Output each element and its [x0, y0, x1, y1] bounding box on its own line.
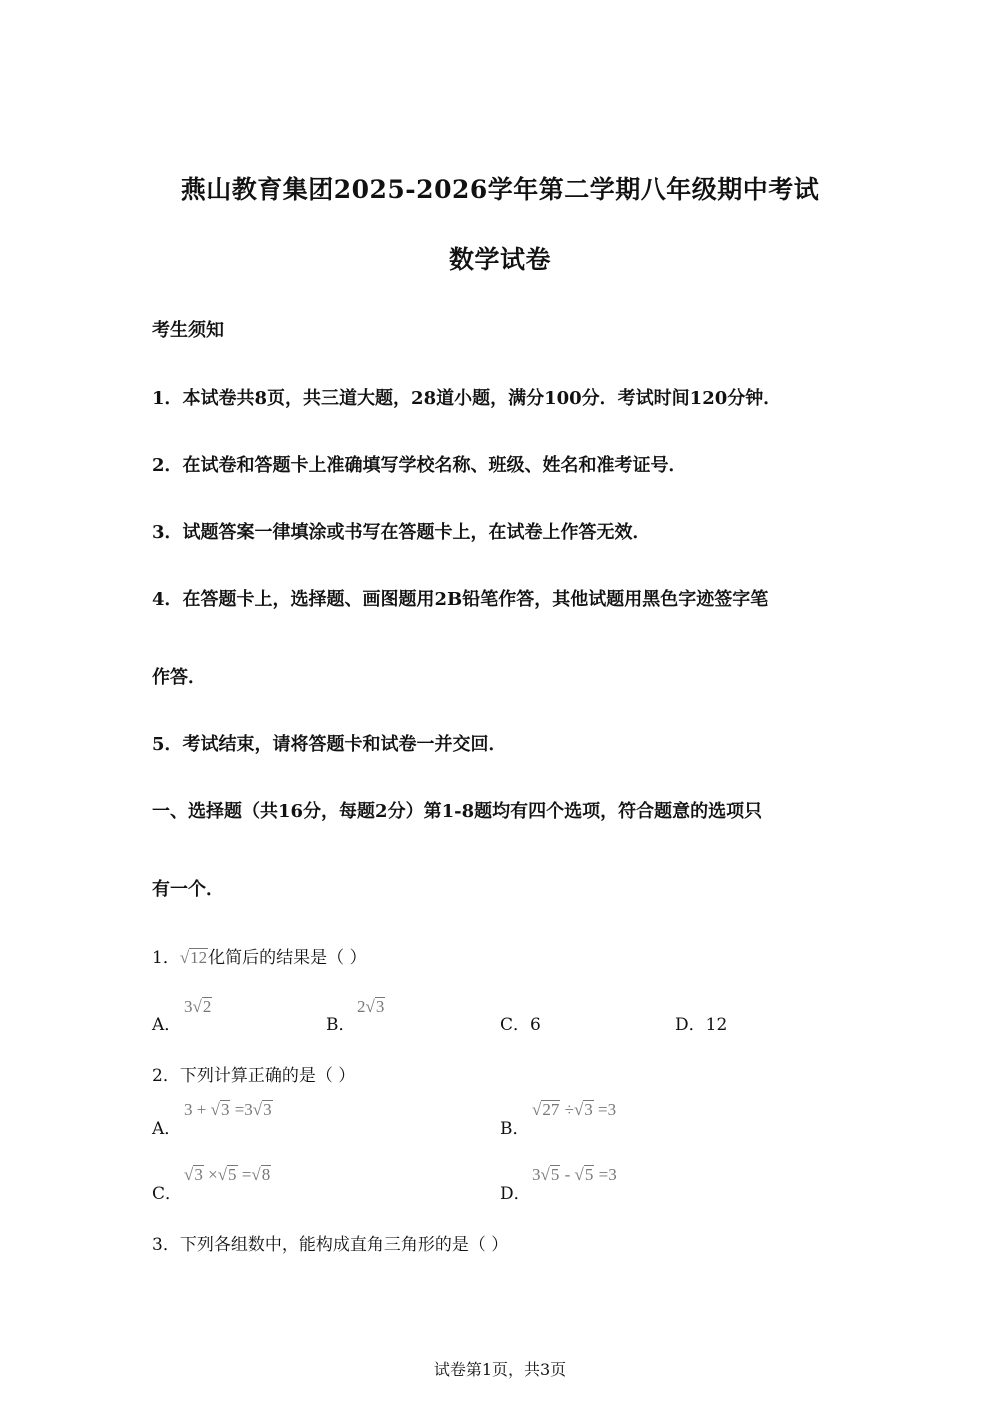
sqrt-expression: √12	[179, 948, 208, 967]
question-number: 1．	[152, 948, 180, 968]
notice-heading: 考生须知	[152, 320, 224, 341]
option-d: D．12	[675, 1015, 728, 1035]
notice-item-4-cont: 作答．	[152, 667, 206, 688]
question-1	[152, 943, 367, 968]
option-b-math: 2√3	[357, 997, 385, 1016]
option-c: C．6	[500, 1015, 541, 1035]
option-b-label: B．	[500, 1119, 530, 1139]
question-text: 化简后的结果是（ ）	[208, 948, 367, 968]
option-d-label: D．	[500, 1184, 531, 1204]
section-heading-cont: 有一个．	[152, 879, 224, 900]
option-a-math: 3√2	[184, 997, 212, 1016]
option-d-math: 3√5 - √5 =3	[532, 1165, 617, 1184]
option-c-label: C．	[152, 1184, 183, 1204]
exam-subtitle: 数学试卷	[448, 245, 551, 274]
option-a-label: A．	[152, 1015, 182, 1035]
option-b-label: B．	[326, 1015, 356, 1035]
notice-item-4: 4．在答题卡上，选择题、画图题用2B铅笔作答，其他试题用黑色字迹签字笔	[152, 589, 769, 610]
exam-title: 燕山教育集团2025-2026学年第二学期八年级期中考试	[180, 175, 820, 204]
option-c-math: √3 ×√5 =√8	[184, 1165, 271, 1184]
notice-item-2: 2．在试卷和答题卡上准确填写学校名称、班级、姓名和准考证号．	[152, 455, 687, 476]
option-a-math: 3 + √3 =3√3	[184, 1100, 272, 1119]
section-heading: 一、选择题（共16分，每题2分）第1-8题均有四个选项，符合题意的选项只	[152, 801, 763, 822]
option-a-label: A．	[152, 1119, 182, 1139]
notice-item-1: 1．本试卷共8页，共三道大题，28道小题，满分100分．考试时间120分钟．	[152, 388, 782, 409]
option-b-math: √27 ÷√3 =3	[532, 1100, 617, 1119]
question-2: 2．下列计算正确的是（ ）	[152, 1066, 356, 1086]
notice-item-3: 3．试题答案一律填涂或书写在答题卡上，在试卷上作答无效．	[152, 522, 651, 543]
notice-item-5: 5．考试结束，请将答题卡和试卷一并交回．	[152, 734, 507, 755]
question-3: 3．下列各组数中，能构成直角三角形的是（ ）	[152, 1235, 509, 1255]
page-footer: 试卷第1页，共3页	[433, 1360, 567, 1379]
